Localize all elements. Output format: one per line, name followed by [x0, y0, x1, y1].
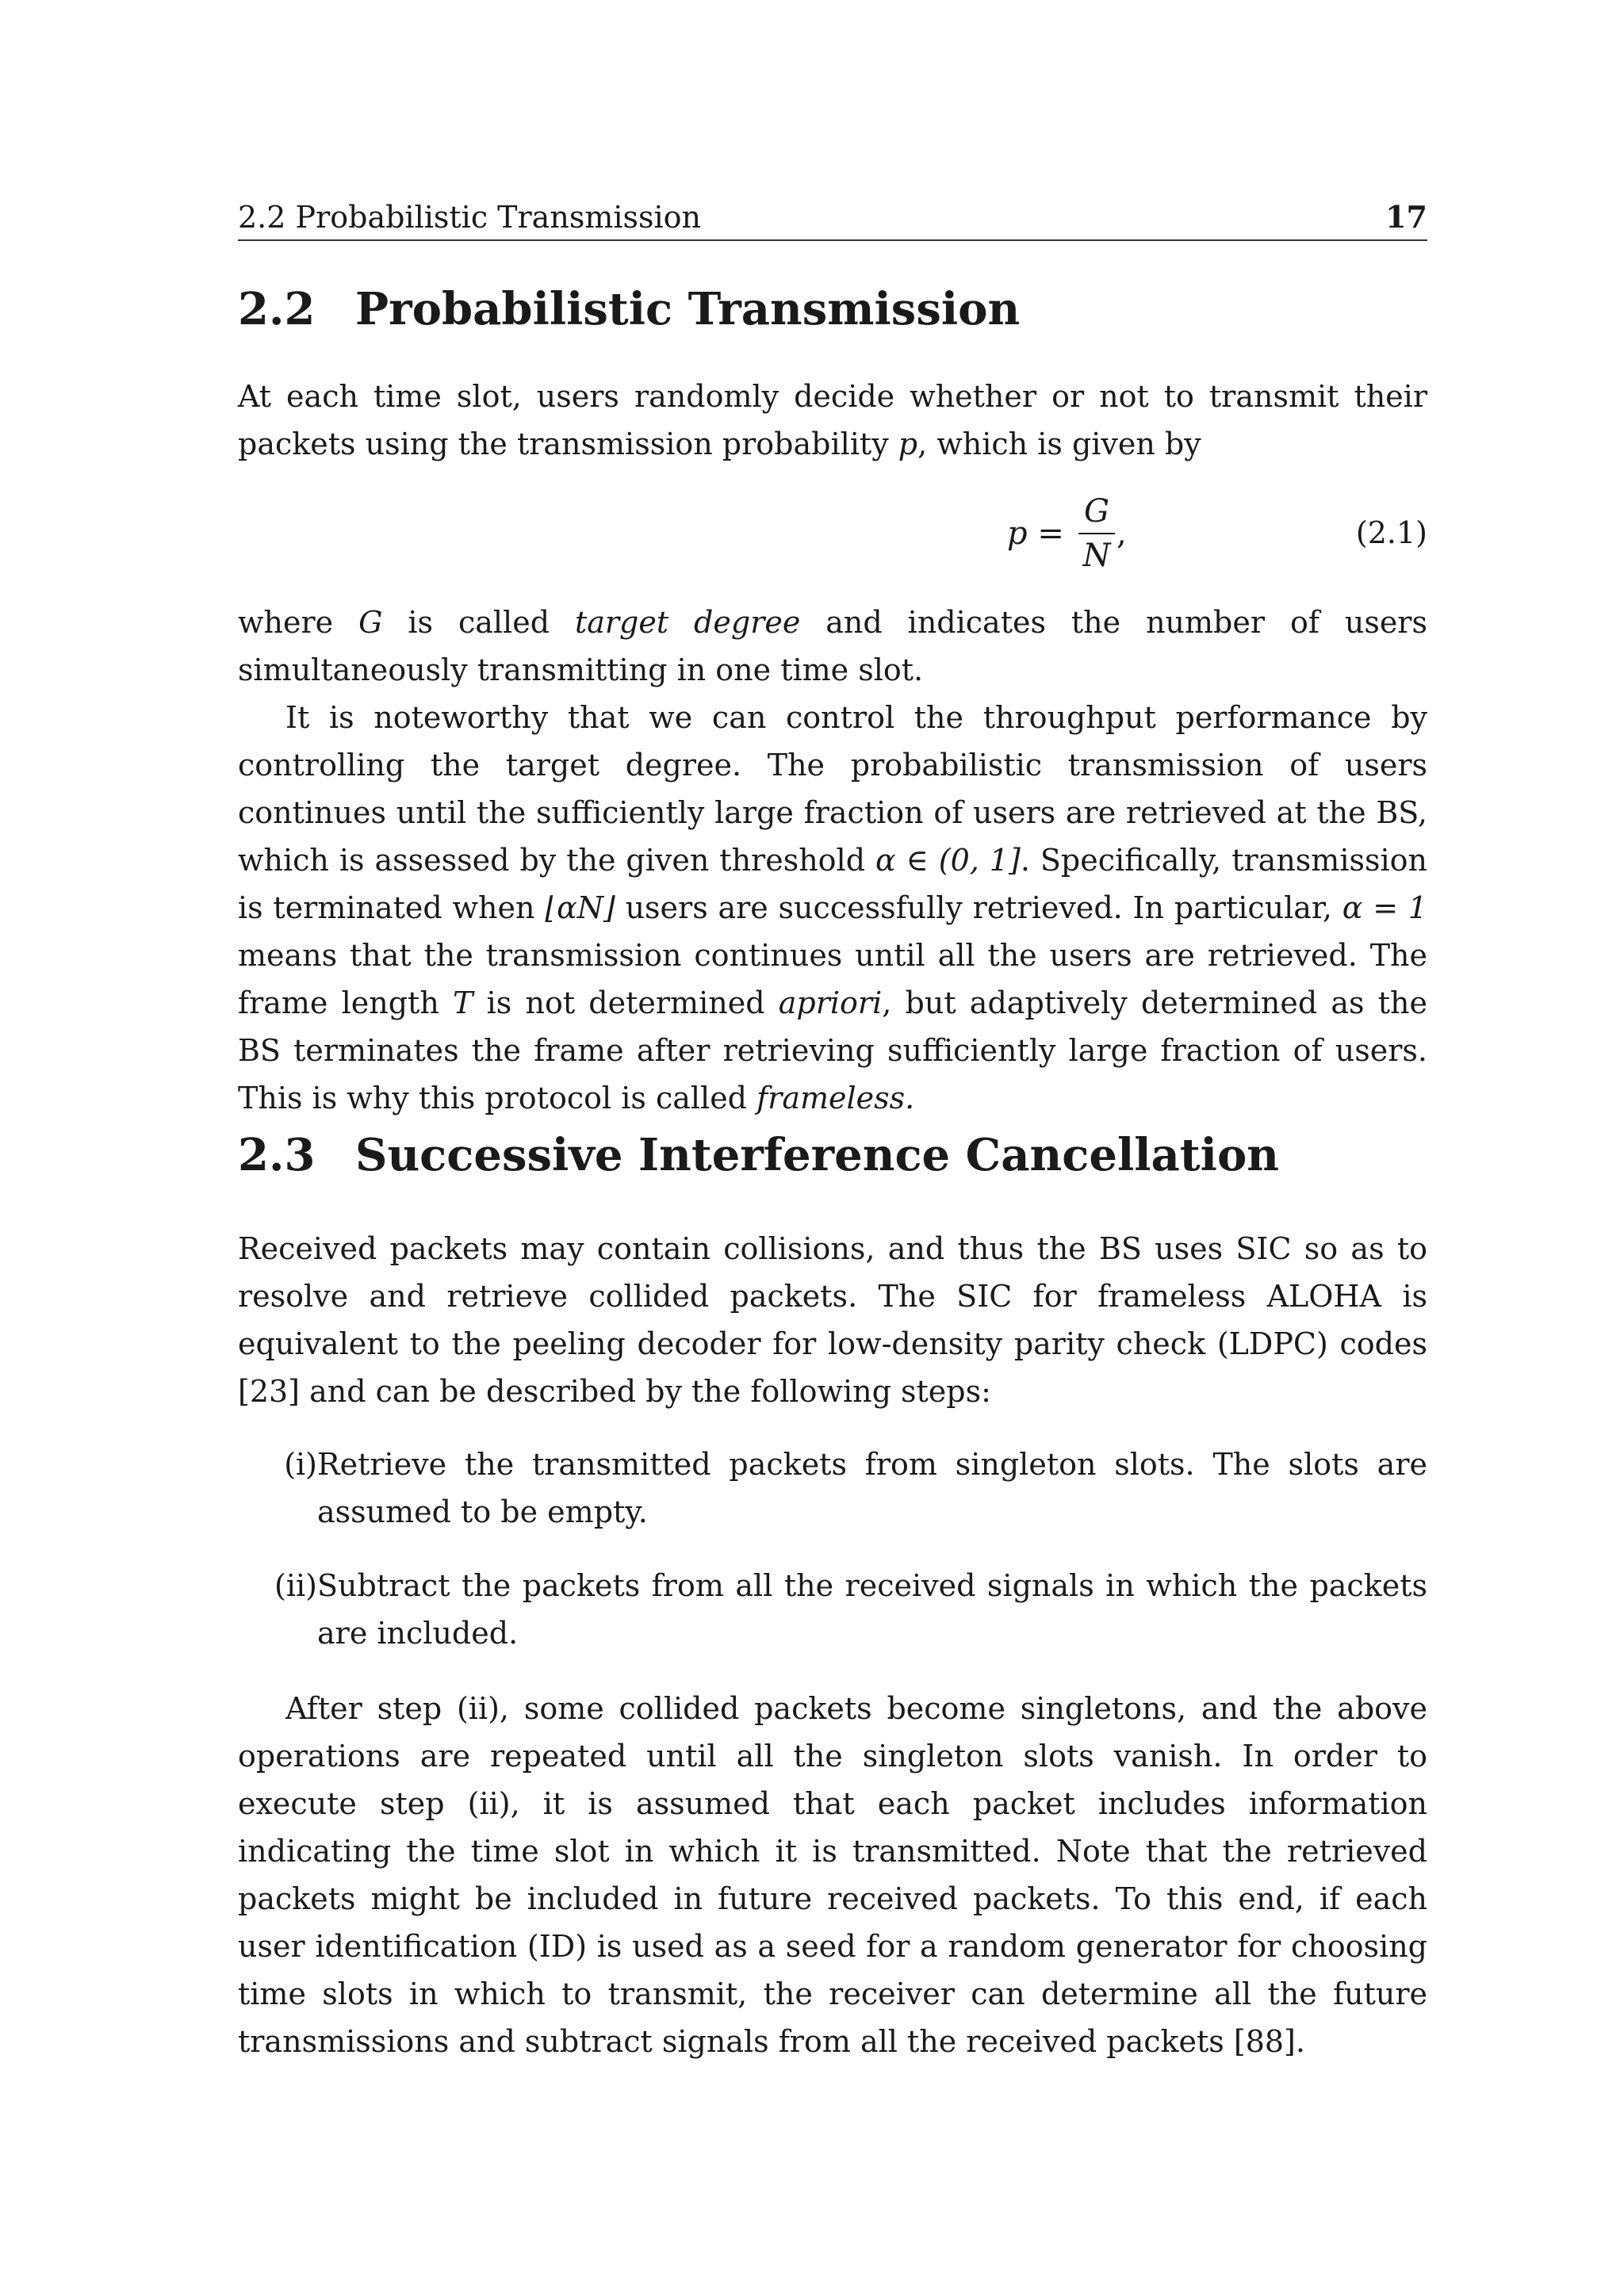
text-run: , but adaptively determined as the BS terminates the frame after retrieving sufficiently large fraction of users. This is why this protocol is called — [238, 985, 1428, 1115]
equation-number: (2.1) — [1355, 515, 1427, 550]
text-run: It is noteworthy that we can control the throughput performance by controlling the target degree. The probabilistic transmission of users continues until the sufficiently large fraction of users are retrieved at the BS, which is assessed by the given threshold — [238, 700, 1427, 878]
text-run: users are successfully retrieved. In particular, — [615, 890, 1342, 925]
text-run: is called — [382, 605, 575, 640]
math-variable: T — [453, 985, 473, 1020]
equation-lhs: p = — [1007, 515, 1064, 552]
section-number: 2.3 — [238, 1129, 316, 1181]
section-number: 2.2 — [238, 283, 316, 335]
paragraph: After step (ii), some collided packets become singletons, and the above operations are repeated until all the singleton slots vanish. In order to execute step (ii), it is assumed that each packet includes information indicating the time slot in which it is transmitted. Note that the retrieved packets might be included in future received packets. To this end, if each user identification (ID) is used as a seed for a random generator for choosing time slots in which to transmit, the receiver can determine all the future transmissions and subtract signals from all the received packets [88]. — [238, 1691, 1427, 2059]
section-title: Successive Interference Cancellation — [355, 1129, 1280, 1181]
text-run: means that the transmission continues until all the users are retrieved. The frame length — [238, 938, 1427, 1020]
fraction — [1078, 492, 1115, 576]
fraction-bar — [1078, 533, 1115, 534]
running-header-section: 2.2 Probabilistic Transmission — [238, 200, 702, 235]
emphasized-term: target degree — [574, 605, 801, 640]
math-expression: ⌊αN⌋ — [545, 890, 615, 925]
page-number: 17 — [1385, 199, 1427, 235]
section-title: Probabilistic Transmission — [355, 283, 1021, 335]
running-header — [238, 195, 1427, 241]
math-expression: α ∈ (0, 1] — [875, 843, 1021, 878]
paragraph — [238, 599, 1427, 694]
math-variable: G — [358, 605, 383, 640]
paragraph — [238, 373, 1427, 468]
list-item-label: (ii) — [274, 1568, 317, 1603]
math-expression: α = 1 — [1342, 890, 1427, 925]
section-heading-2-3 — [238, 1127, 1279, 1183]
section-heading-2-2 — [238, 281, 1020, 337]
math-variable: p — [898, 427, 918, 461]
text-run: where — [238, 605, 359, 640]
text-run: , which is given by — [917, 427, 1201, 461]
equation-comma: , — [1116, 515, 1127, 552]
list-item-text: Retrieve the transmitted packets from singleton slots. The slots are assumed to be empty. — [317, 1447, 1427, 1529]
text-run: At each time slot, users randomly decide whether or not to transmit their packets using the transmission probability — [238, 379, 1427, 461]
emphasized-term: frameless. — [756, 1081, 915, 1115]
text-run: is not determined — [473, 985, 779, 1020]
text-run: and indicates the number of users simultaneously transmitting in one time slot. — [238, 605, 1427, 687]
list-item-label: (i) — [284, 1447, 317, 1482]
fraction-denominator: N — [1082, 538, 1111, 574]
text-run: . Specifically, transmission is terminated when — [238, 843, 1427, 925]
equation-2-1 — [238, 492, 1427, 579]
list-item-text: Subtract the packets from all the received signals in which the packets are included. — [317, 1568, 1427, 1651]
paragraph: Received packets may contain collisions, and thus the BS uses SIC so as to resolve and retrieve collided packets. The SIC for frameless ALOHA is equivalent to the peeling decoder for low-density parity check (LDPC) codes [23] and can be described by the following steps: — [238, 1231, 1427, 1409]
emphasized-term: apriori — [778, 985, 883, 1020]
fraction-numerator: G — [1084, 493, 1109, 530]
paragraph — [238, 694, 1427, 1122]
